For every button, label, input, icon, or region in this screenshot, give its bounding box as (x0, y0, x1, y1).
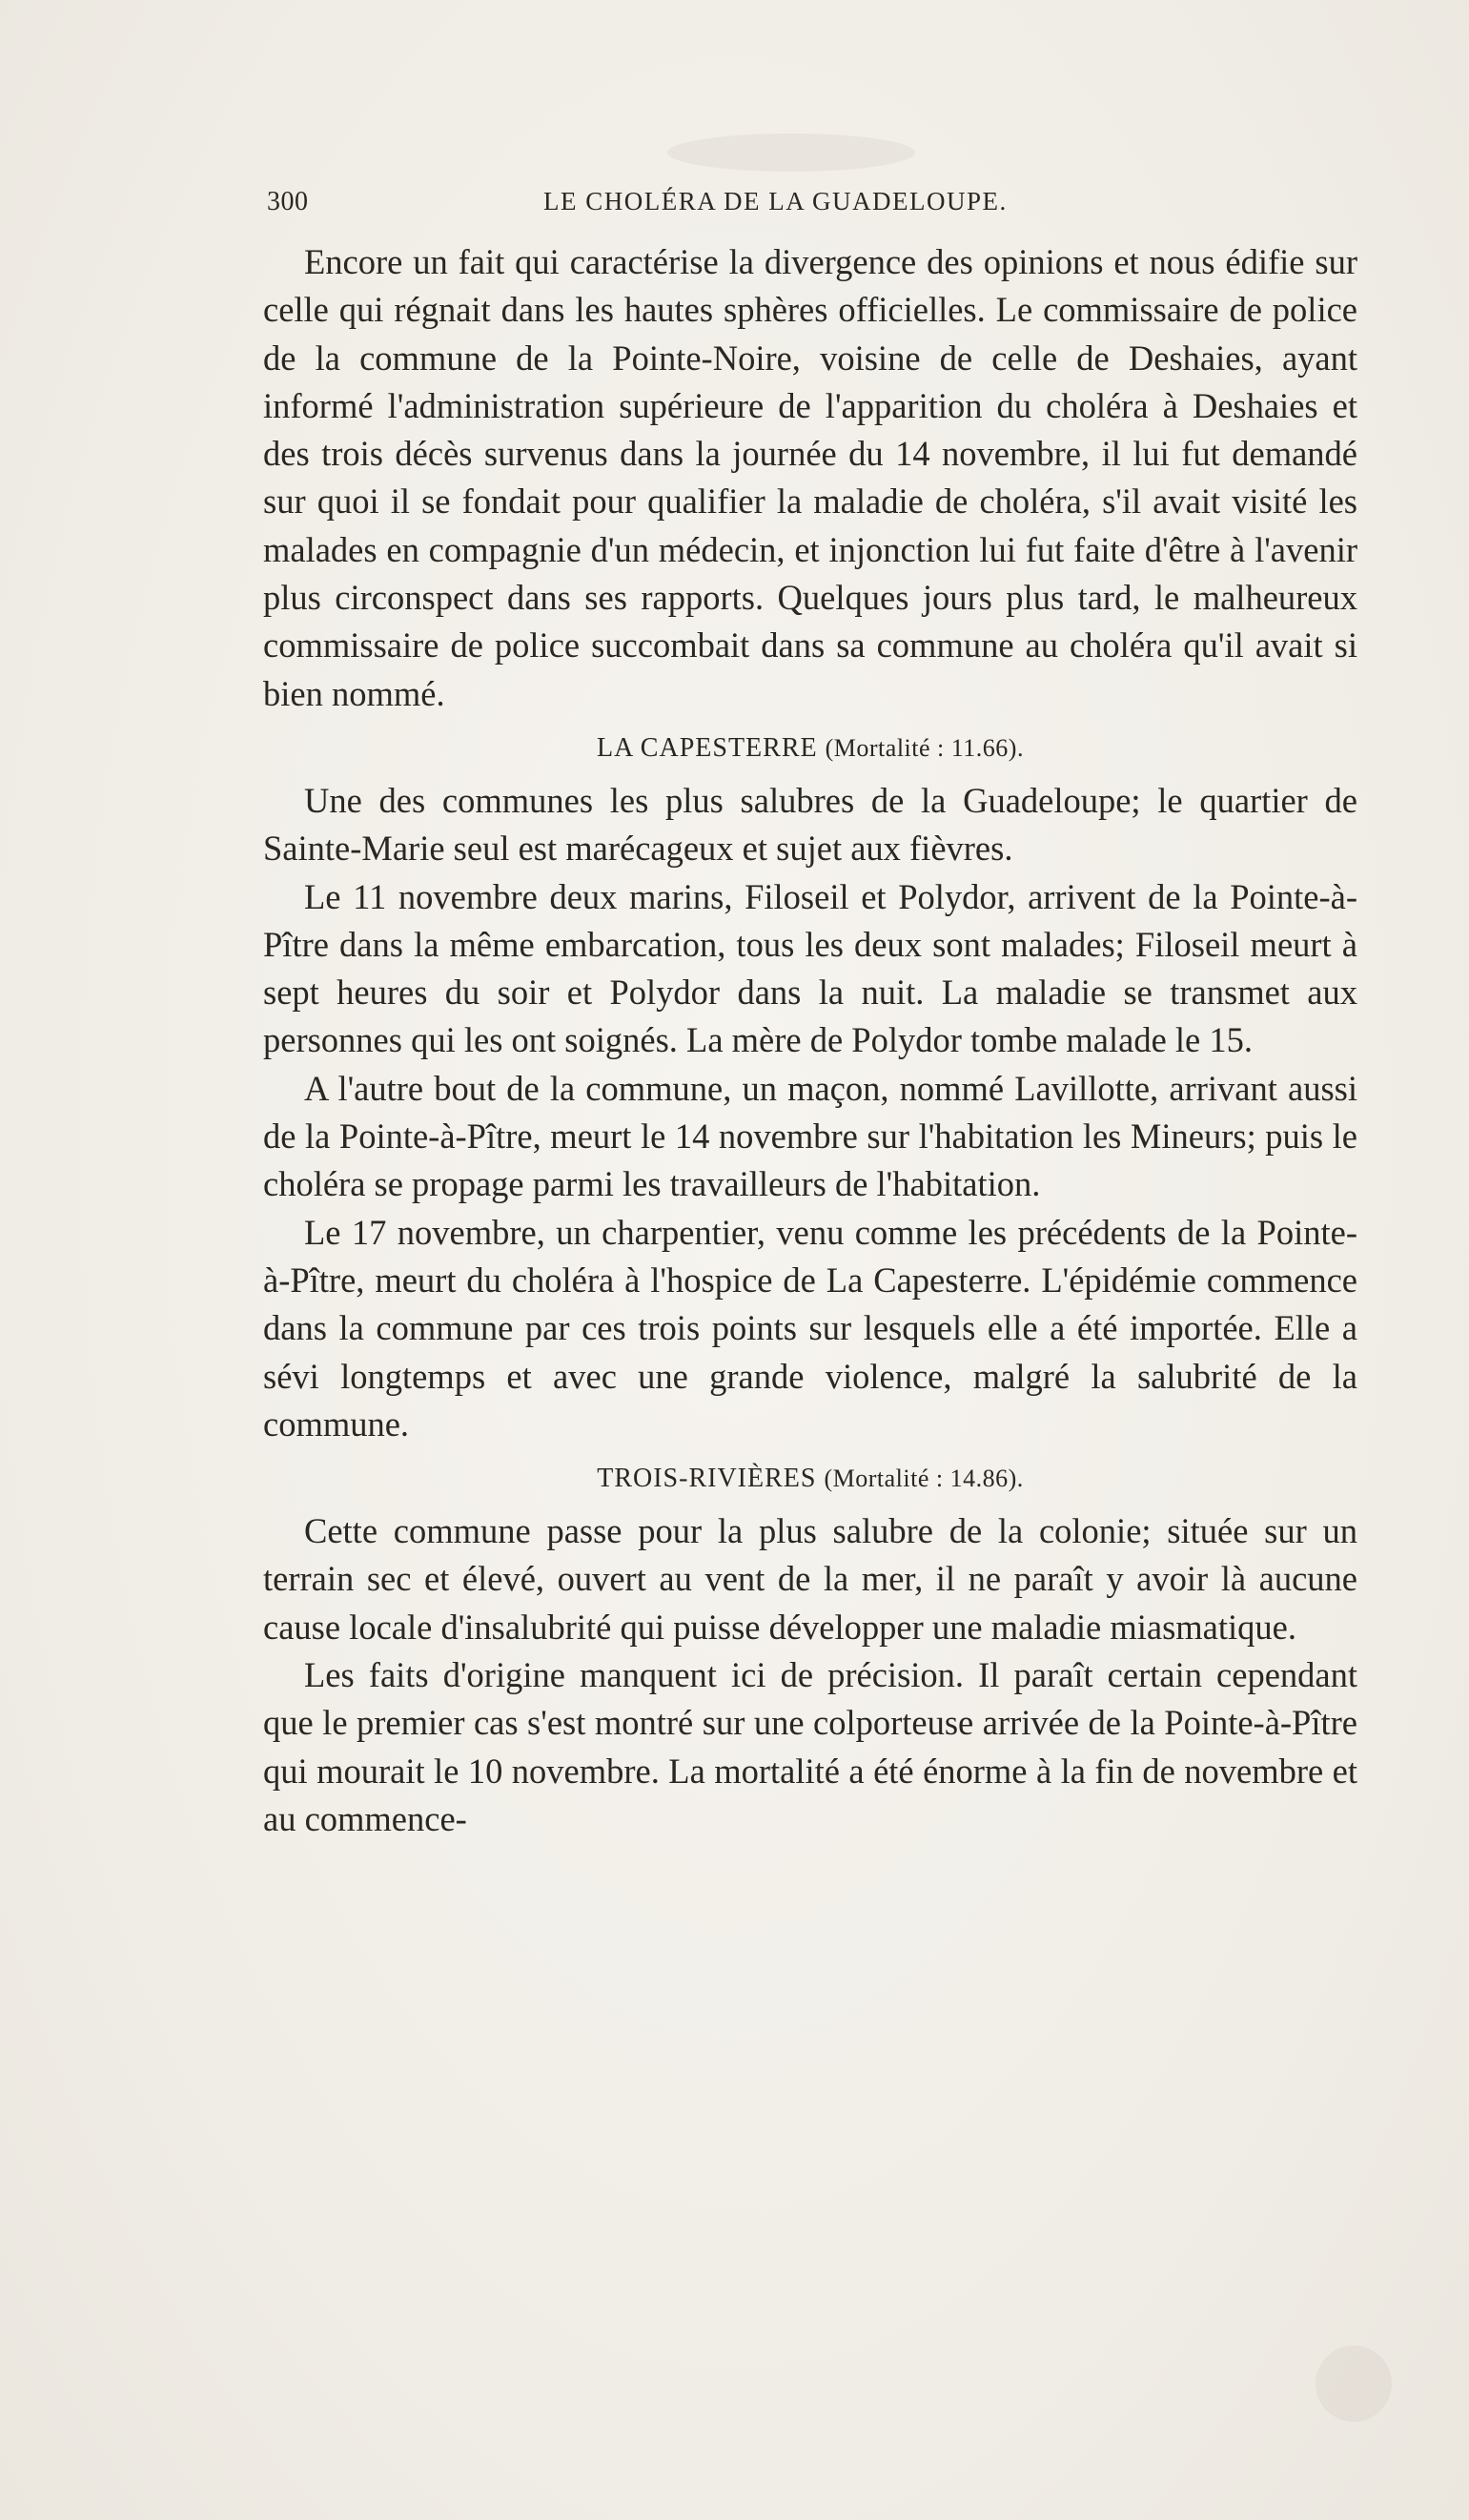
running-title: LE CHOLÉRA DE LA GUADELOUPE. (543, 187, 1008, 215)
section-heading-capesterre (263, 729, 1357, 768)
section-heading-trois-rivieres (263, 1460, 1357, 1498)
paper-stain (667, 133, 915, 172)
paragraph-capesterre-intro: Une des communes les plus salubres de la Guadeloupe; le quartier de Sainte-Marie seul est marécageux et sujet aux fièvres. (263, 780, 1357, 869)
page-number: 300 (267, 187, 309, 216)
section-name: LA CAPESTERRE (597, 732, 818, 763)
section-name: TROIS-RIVIÈRES (597, 1464, 817, 1494)
paragraph-charpentier: Le 17 novembre, un charpentier, venu comme les précédents de la Pointe-à-Pître, meurt du choléra à l'hospice de La Capesterre. L'épidémie commence dans la commune par ces trois points sur lesquels elle a été importée. Elle a sévi longtemps et avec une grande violence, malgré la salubrité de la commune. (263, 1212, 1357, 1444)
paragraph-colporteuse: Les faits d'origine manquent ici de précision. Il paraît certain cependant que le premier cas s'est montré sur une colporteuse arrivée de la Pointe-à-Pître qui mourait le 10 novembre. La mortalité a été énorme à la fin de novembre et au commence- (263, 1655, 1357, 1838)
paper-stain (1316, 2346, 1392, 2422)
paragraph-filoseil-polydor: Le 11 novembre deux marins, Filoseil et Polydor, arrivent de la Pointe-à-Pître dans la même embarcation, tous les deux sont malades; Filoseil meurt à sept heures du soir et Polydor dans la nuit. La maladie se transmet aux personnes qui les ont soignés. La mère de Polydor tombe malade le 15. (263, 876, 1357, 1060)
body-text (263, 238, 1357, 1843)
paragraph-pointe-noire: Encore un fait qui caractérise la divergence des opinions et nous édifie sur celle qui régnait dans les hautes sphères officielles. Le commissaire de police de la commune de la Pointe-Noire, voisine de celle de Deshaies, ayant informé l'administration supérieure de l'apparition du choléra à Deshaies et des trois décès survenus dans la journée du 14 novembre, il lui fut demandé sur quoi il se fondait pour qualifier la maladie de choléra, s'il avait visité les malades en compagnie d'un médecin, et injonction lui fut faite d'être à l'avenir plus circonspect dans ses rapports. Quelques jours plus tard, le malheureux commissaire de police succombait dans sa commune au choléra qu'il avait si bien nommé. (263, 242, 1357, 713)
paragraph-trois-rivieres-intro: Cette commune passe pour la plus salubre de la colonie; située sur un terrain sec et élevé, ouvert au vent de la mer, il ne paraît y avoir là aucune cause locale d'insalubrité qui puisse développer une maladie miasmatique. (263, 1511, 1357, 1647)
section-mortality: (Mortalité : 14.86). (824, 1465, 1024, 1493)
paragraph-lavillotte: A l'autre bout de la commune, un maçon, nommé Lavillotte, arrivant aussi de la Pointe-à-Pître, meurt le 14 novembre sur l'habitation les Mineurs; puis le choléra se propage parmi les travailleurs de l'habitation. (263, 1068, 1357, 1204)
page-header (267, 187, 1373, 229)
section-mortality: (Mortalité : 11.66). (825, 733, 1024, 762)
